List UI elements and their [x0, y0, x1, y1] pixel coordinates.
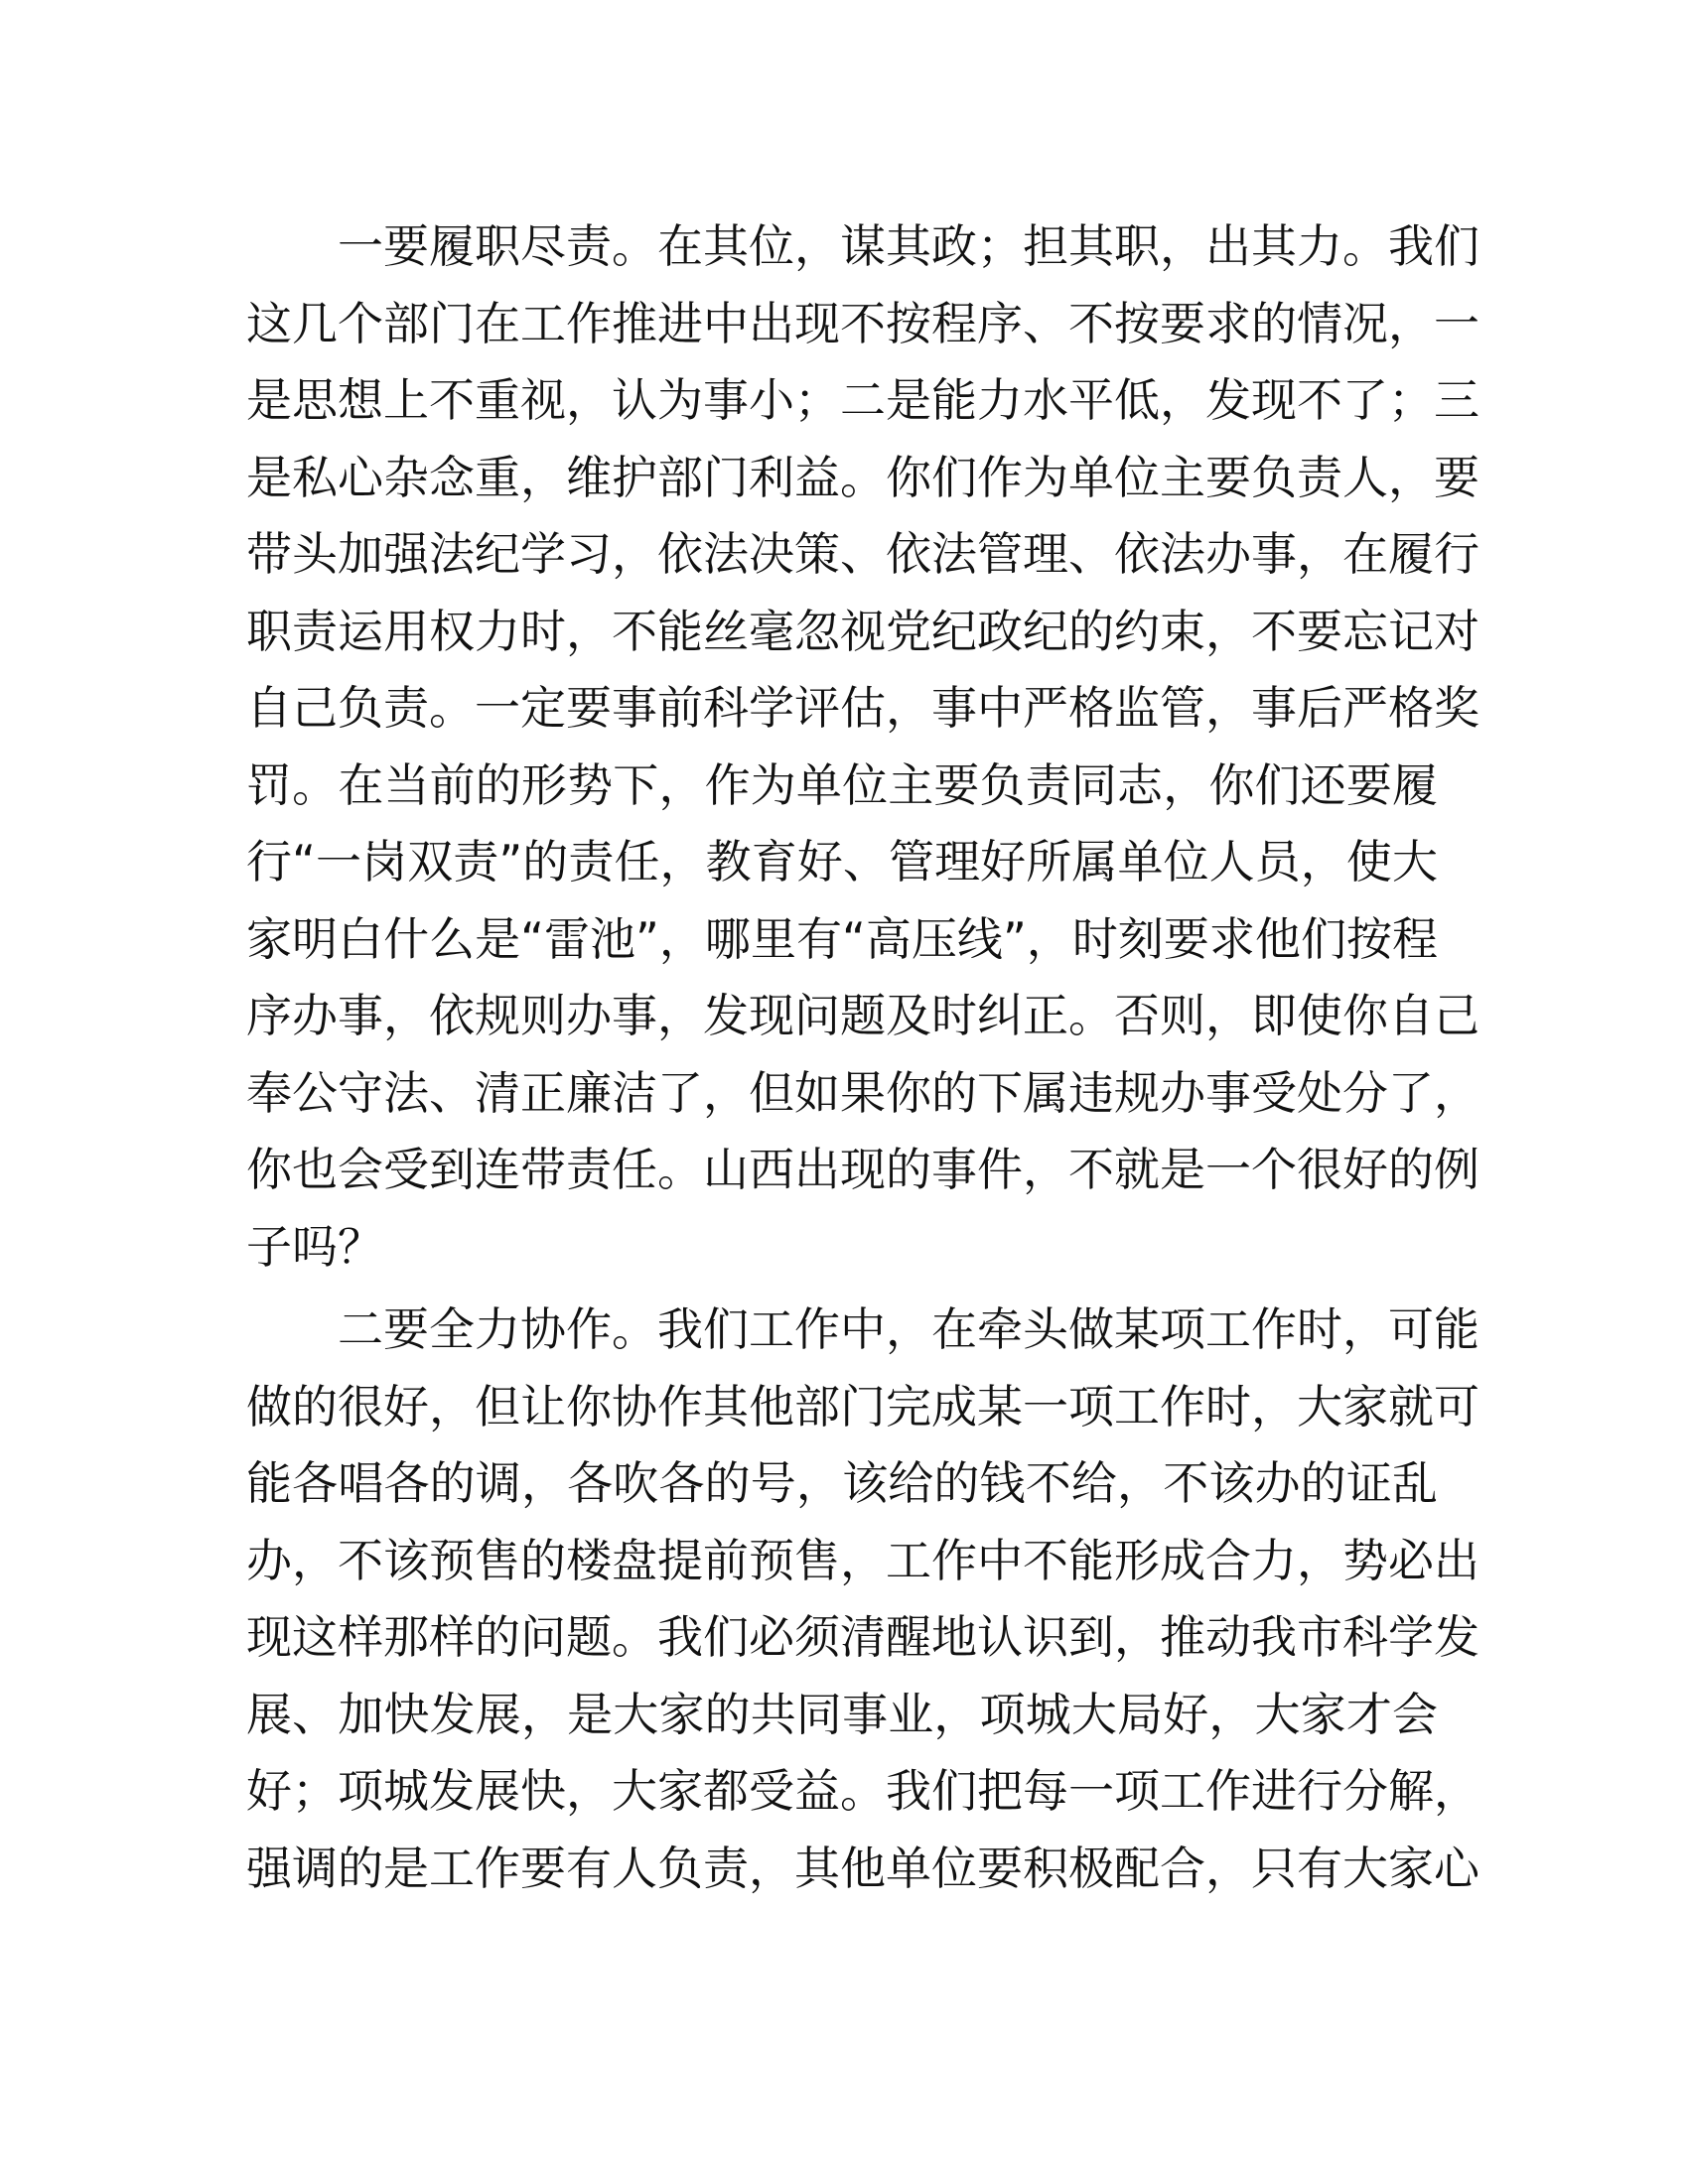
text-line: 是私心杂念重，维护部门利益。你们作为单位主要负责人，要	[246, 450, 1479, 504]
paragraph-cooperation	[246, 1292, 1479, 1907]
text-line: 能各唱各的调，各吹各的号，该给的钱不给，不该办的证乱	[246, 1456, 1438, 1510]
text-line: 展、加快发展，是大家的共同事业，项城大局好，大家才会	[246, 1687, 1438, 1741]
text-line: 奉公守法、清正廉洁了，但如果你的下属违规办事受处分了，	[246, 1065, 1479, 1120]
text-line: 现这样那样的问题。我们必须清醒地认识到，推动我市科学发	[246, 1610, 1479, 1664]
text-line: 是思想上不重视，认为事小；二是能力水平低，发现不了；三	[246, 373, 1479, 427]
text-line: 一要履职尽责。在其位，谋其政；担其职，出其力。我们	[338, 219, 1479, 273]
paragraph-duty	[246, 208, 1479, 1286]
text-line: 家明白什么是“雷池”，哪里有“高压线”，时刻要求他们按程	[246, 911, 1438, 966]
text-line: 自己负责。一定要事前科学评估，事中严格监管，事后严格奖	[246, 681, 1479, 735]
text-line: 子吗？	[246, 1219, 383, 1274]
text-line: 罚。在当前的形势下，作为单位主要负责同志，你们还要履	[246, 757, 1438, 812]
text-line: 好；项城发展快，大家都受益。我们把每一项工作进行分解，	[246, 1764, 1479, 1818]
text-line: 二要全力协作。我们工作中，在牵头做某项工作时，可能	[338, 1302, 1479, 1356]
text-line: 强调的是工作要有人负责，其他单位要积极配合，只有大家心	[246, 1841, 1479, 1895]
text-line: 职责运用权力时，不能丝毫忽视党纪政纪的约束，不要忘记对	[246, 604, 1479, 658]
text-line: 行“一岗双责”的责任，教育好、管理好所属单位人员，使大	[246, 835, 1438, 888]
text-line: 办，不该预售的楼盘提前预售，工作中不能形成合力，势必出	[246, 1533, 1479, 1587]
text-line: 做的很好，但让你协作其他部门完成某一项工作时，大家就可	[246, 1379, 1479, 1433]
text-line: 序办事，依规则办事，发现问题及时纠正。否则，即使你自己	[246, 989, 1479, 1042]
document-body	[246, 208, 1479, 1907]
text-line: 这几个部门在工作推进中出现不按程序、不按要求的情况，一	[246, 296, 1479, 350]
text-line: 带头加强法纪学习，依法决策、依法管理、依法办事，在履行	[246, 527, 1479, 581]
text-line: 你也会受到连带责任。山西出现的事件，不就是一个很好的例	[246, 1143, 1479, 1196]
